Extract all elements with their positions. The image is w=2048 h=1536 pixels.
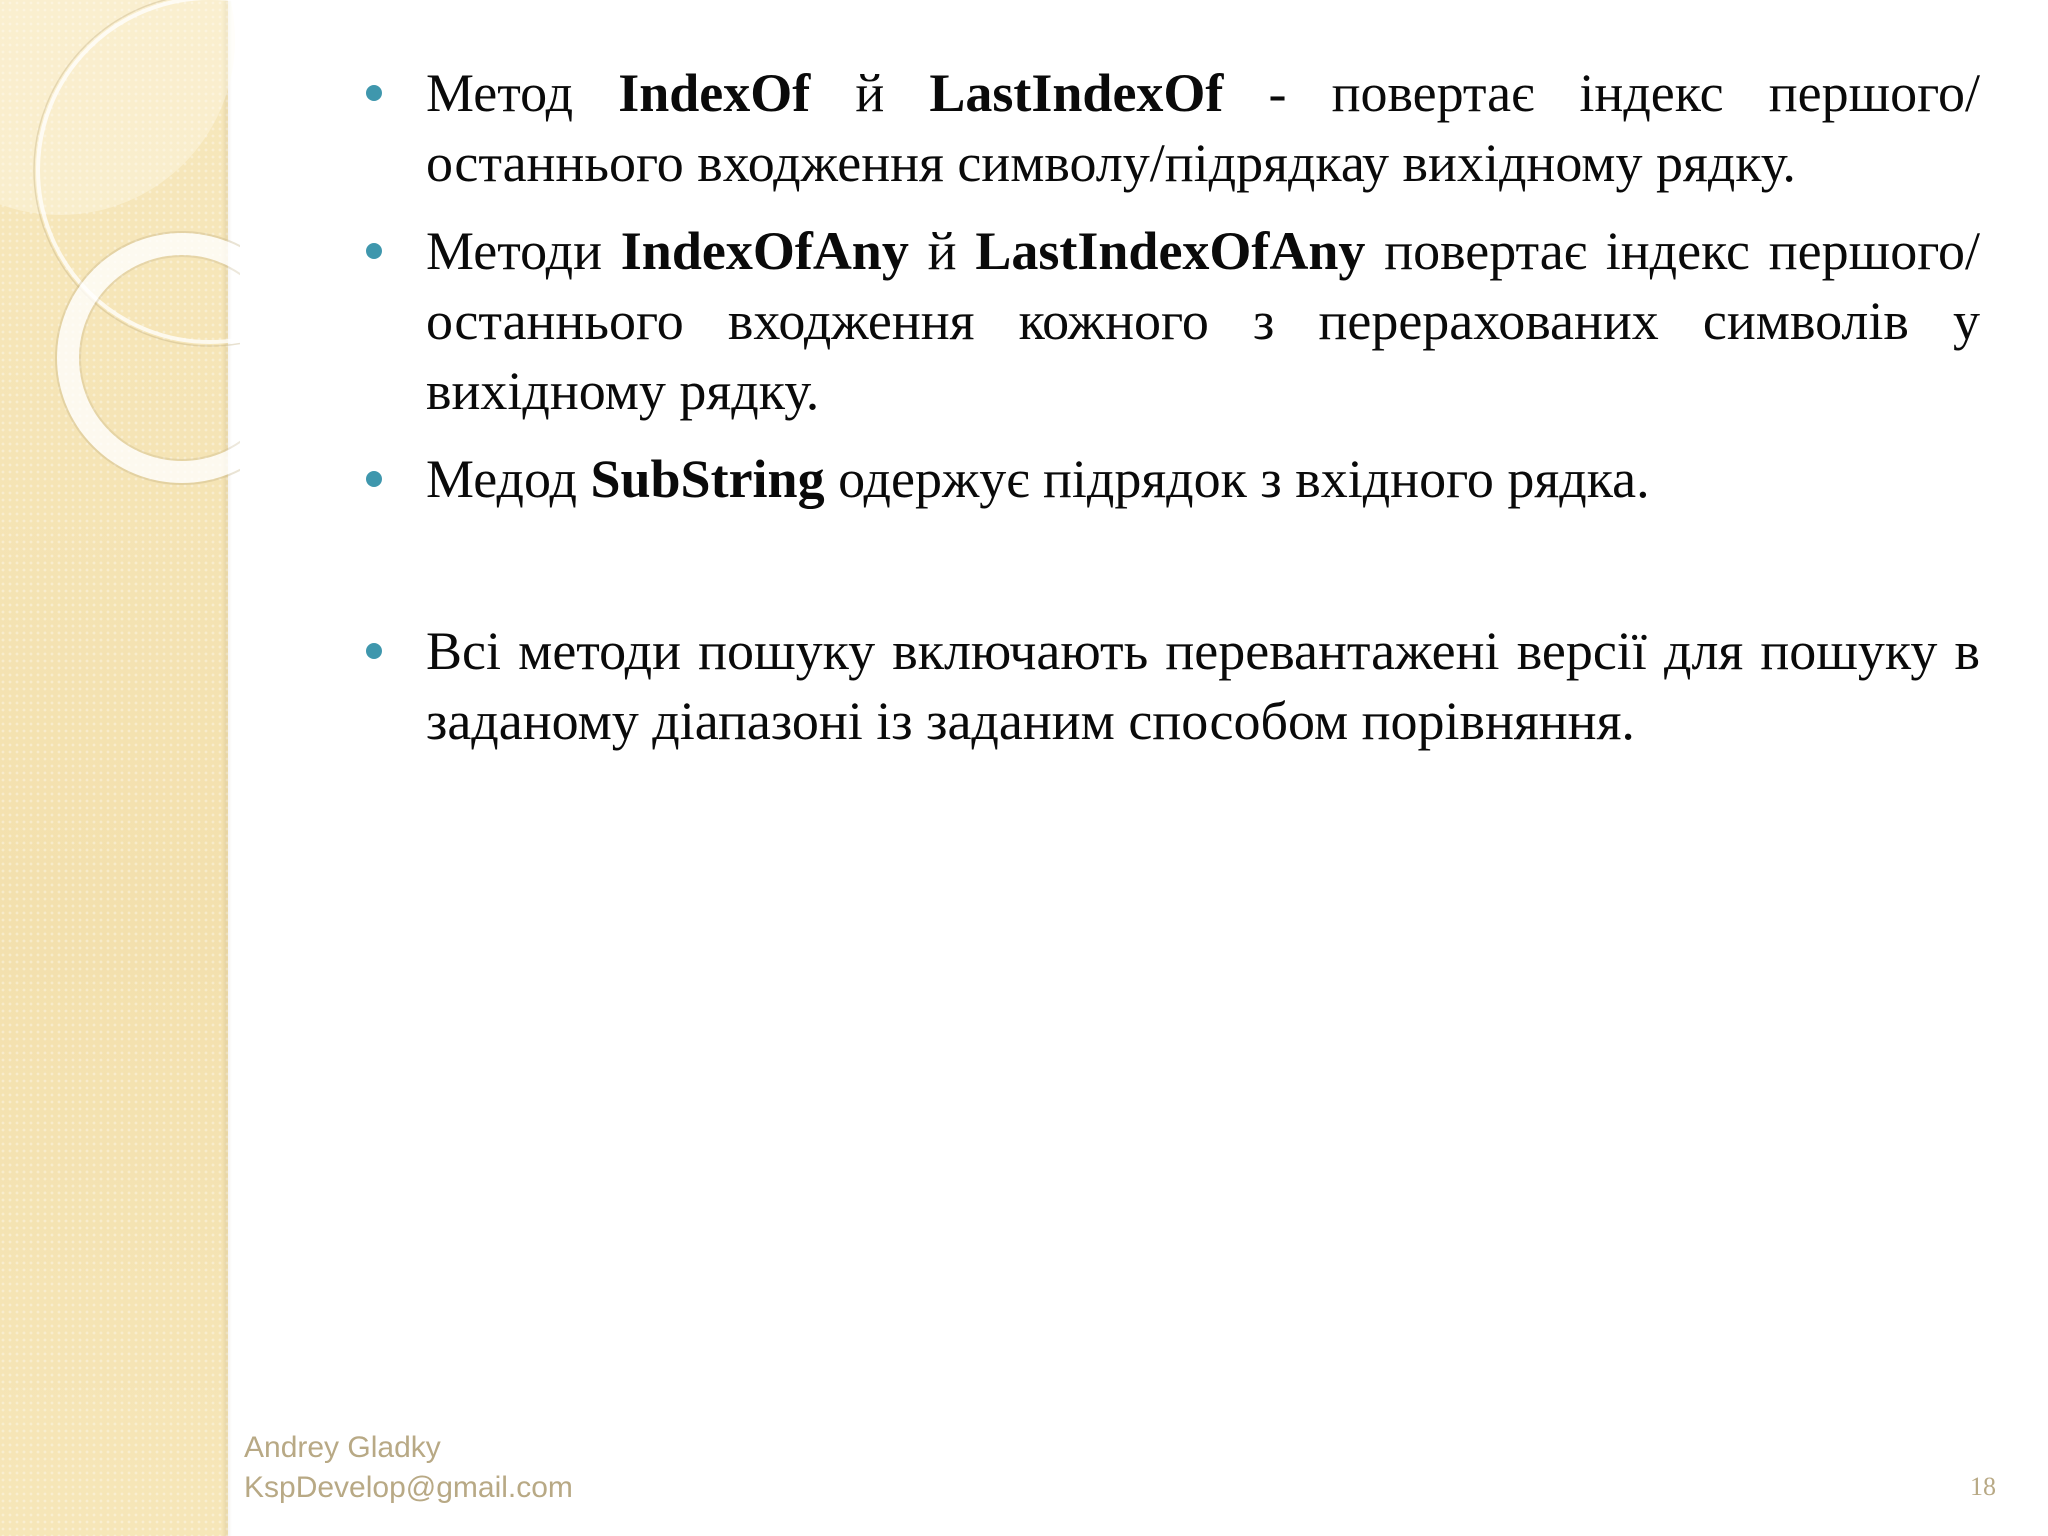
bullet-dot-icon: [366, 643, 382, 659]
bullet-dot-icon: [366, 243, 382, 259]
decorative-rings-graphic: [0, 0, 240, 520]
slide-content: [354, 58, 1980, 774]
keyword-substring: SubString: [590, 449, 825, 509]
bullet-text: Медод SubString одержує підрядок з вхідного рядка.: [426, 449, 1650, 509]
bullet-text: Всі методи пошуку включають перевантажені версії для пошуку в заданому діапазоні із заданим способом порівняння.: [426, 621, 1980, 751]
author-email: KspDevelop@gmail.com: [244, 1471, 573, 1504]
keyword-lastindexofany: LastIndexOfAny: [975, 221, 1366, 281]
bullet-dot-icon: [366, 85, 382, 101]
keyword-indexof: IndexOf: [618, 63, 811, 123]
bullet-dot-icon: [366, 471, 382, 487]
bullet-item-search-methods: [354, 616, 1980, 756]
page-number: 18: [1970, 1472, 1996, 1501]
bullet-item-indexof: [354, 58, 1980, 198]
author-name: Andrey Gladky: [244, 1431, 441, 1464]
bullet-text: Методи IndexOfAny й LastIndexOfAny повертає індекс першого/ останнього входження кожного з перерахованих символів у вихідному рядку.: [426, 221, 1980, 421]
bullet-item-substring: [354, 444, 1980, 514]
keyword-indexofany: IndexOfAny: [620, 221, 909, 281]
keyword-lastindexof: LastIndexOf: [929, 63, 1224, 123]
bullet-text: Метод IndexOf й LastIndexOf - повертає індекс першого/останнього входження символу/підрядкау вихідному рядку.: [426, 63, 1980, 193]
bullet-item-indexofany: [354, 216, 1980, 426]
footer-author: [244, 1428, 573, 1508]
